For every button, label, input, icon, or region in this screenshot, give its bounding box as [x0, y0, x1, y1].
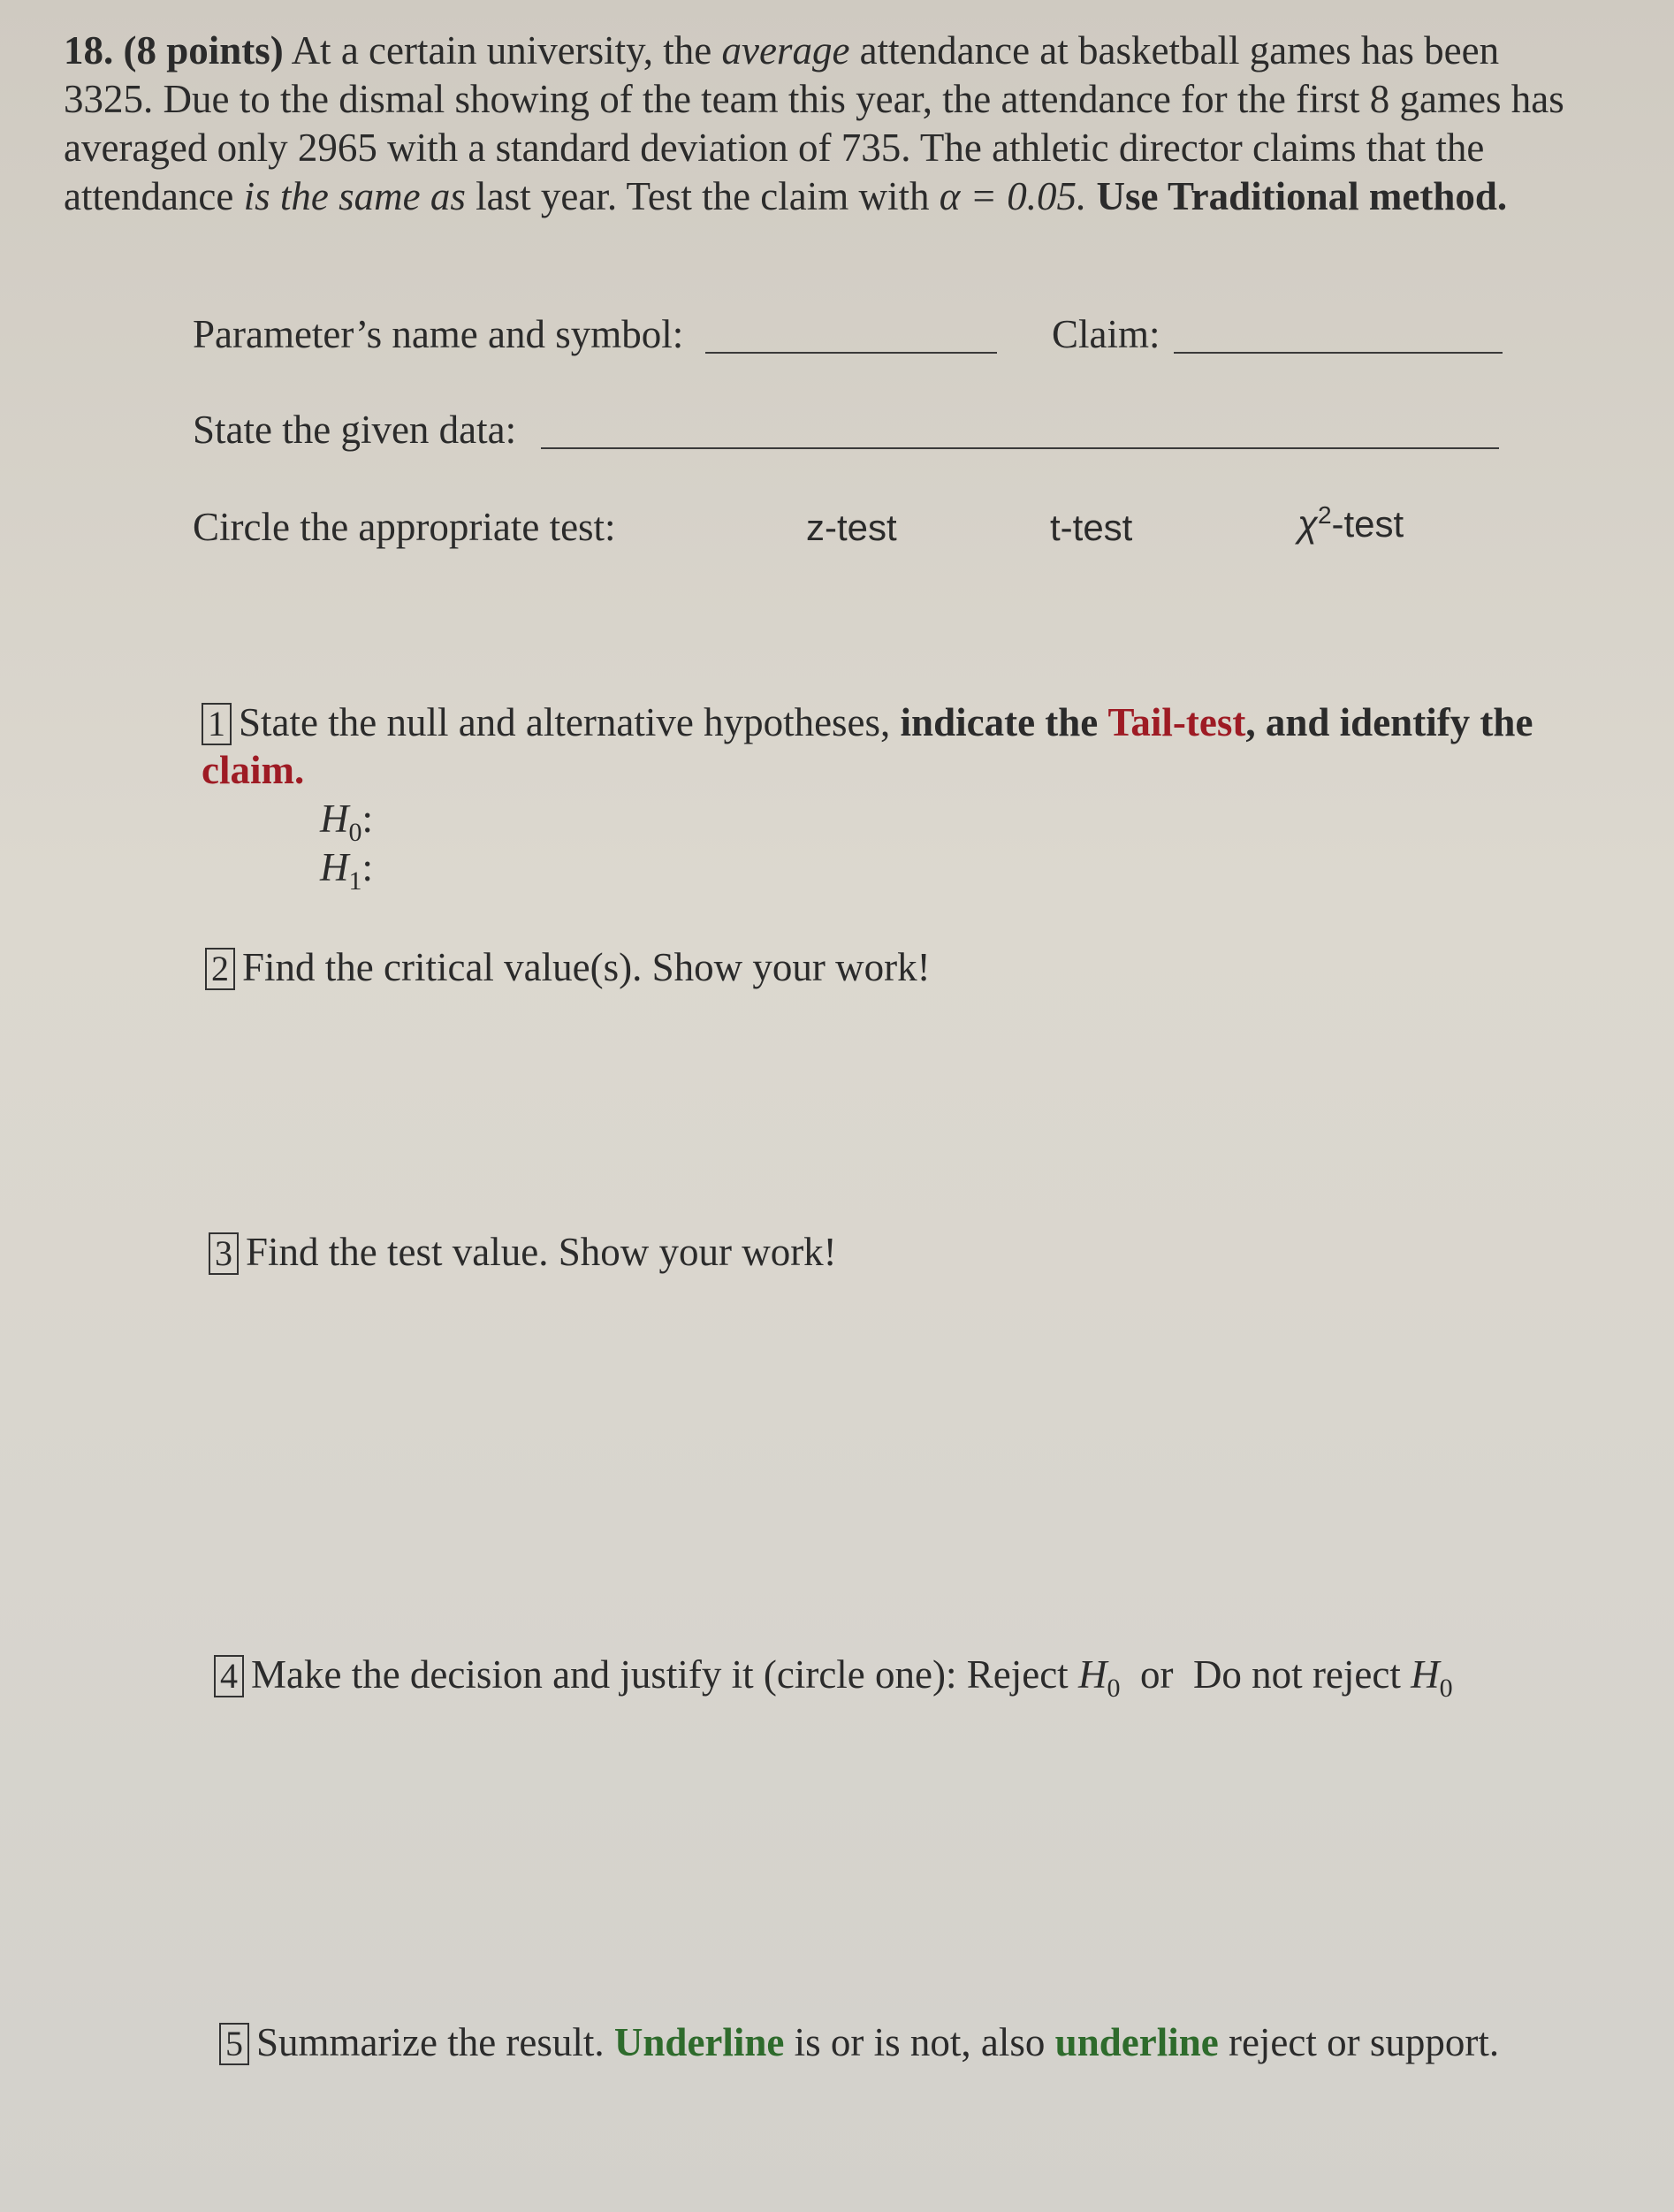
dnr-h-subscript: 0 — [1439, 1674, 1453, 1703]
h1-colon: : — [361, 845, 374, 889]
claim-word: claim. — [202, 748, 305, 792]
problem-text-2: attendance at basketball games has been 3325. Due to the dismal showing of the team this year, the attendance for the first 8 games has averaged only 2965 with a standard deviation of 735. The athletic director claims that the attendance — [64, 28, 1564, 218]
h0-colon: : — [361, 797, 374, 841]
step-5 — [219, 2019, 1499, 2065]
or-word: or — [1139, 1652, 1174, 1697]
z-test-option[interactable]: z-test — [806, 507, 897, 548]
chi-symbol: χ — [1297, 503, 1318, 545]
claim-label: Claim: — [1052, 312, 1160, 356]
problem-text-3: last year. Test the claim with — [476, 174, 930, 218]
tail-test-label: Tail-test — [1107, 700, 1246, 744]
h0-symbol: H — [320, 797, 349, 841]
h0-subscript: 0 — [348, 818, 362, 847]
reject-h-symbol: H — [1077, 1652, 1107, 1697]
null-hypothesis[interactable] — [320, 796, 373, 848]
step-4-number: 4 — [214, 1655, 244, 1697]
problem-text-1: At a certain university, the — [291, 28, 712, 72]
step-5-text-b: is or is not, also — [794, 2020, 1046, 2064]
problem-number: 18. — [64, 28, 114, 72]
problem-statement — [64, 27, 1566, 221]
reject-h-subscript: 0 — [1107, 1674, 1121, 1703]
step-3 — [209, 1229, 837, 1275]
method-instruction: Use Traditional method. — [1096, 174, 1508, 218]
problem-average-word: average — [721, 28, 850, 72]
parameter-label: Parameter’s name and symbol: — [193, 312, 684, 356]
chi-superscript: 2 — [1317, 501, 1332, 529]
underline-word-1: Underline — [613, 2020, 785, 2064]
problem-same-phrase: is the same as — [243, 174, 466, 218]
step-1-text-c: , and identify the — [1245, 700, 1533, 744]
dnr-h-symbol: H — [1411, 1652, 1440, 1697]
step-3-text: Find the test value. Show your work! — [246, 1230, 837, 1274]
parameter-blank[interactable] — [705, 352, 997, 354]
h1-symbol: H — [320, 845, 349, 889]
step-5-text-a: Summarize the result. — [256, 2020, 605, 2064]
given-data-blank[interactable] — [541, 447, 1499, 449]
circle-test-label: Circle the appropriate test: — [193, 505, 616, 549]
step-2-text: Find the critical value(s). Show your work! — [242, 945, 931, 989]
do-not-reject-text: Do not reject — [1192, 1652, 1401, 1697]
step-1-text-a: State the null and alternative hypotheses, — [239, 700, 891, 744]
step-5-text-c: reject or support. — [1228, 2020, 1500, 2064]
chi-square-test-option[interactable] — [1297, 501, 1404, 545]
step-4 — [214, 1651, 1453, 1704]
step-1-number: 1 — [202, 703, 232, 745]
do-not-reject-option[interactable] — [1192, 1652, 1453, 1703]
alpha-expression: α = 0.05. — [939, 174, 1087, 218]
problem-points: (8 points) — [123, 28, 284, 72]
t-test-option[interactable]: t-test — [1050, 507, 1133, 548]
underline-word-2: underline — [1054, 2020, 1219, 2064]
step-1 — [202, 698, 1545, 794]
h1-subscript: 1 — [348, 866, 362, 896]
step-2 — [205, 944, 931, 990]
step-5-number: 5 — [219, 2023, 249, 2065]
step-3-number: 3 — [209, 1232, 239, 1275]
given-data-label: State the given data: — [193, 408, 517, 452]
step-4-text: Make the decision and justify it (circle one): Reject — [251, 1652, 1069, 1697]
step-1-text-b: indicate the — [900, 700, 1099, 744]
alternative-hypothesis[interactable] — [320, 844, 373, 896]
reject-option[interactable] — [1077, 1652, 1121, 1703]
step-2-number: 2 — [205, 948, 235, 990]
chi-test-suffix: -test — [1331, 503, 1404, 545]
claim-blank[interactable] — [1174, 352, 1503, 354]
